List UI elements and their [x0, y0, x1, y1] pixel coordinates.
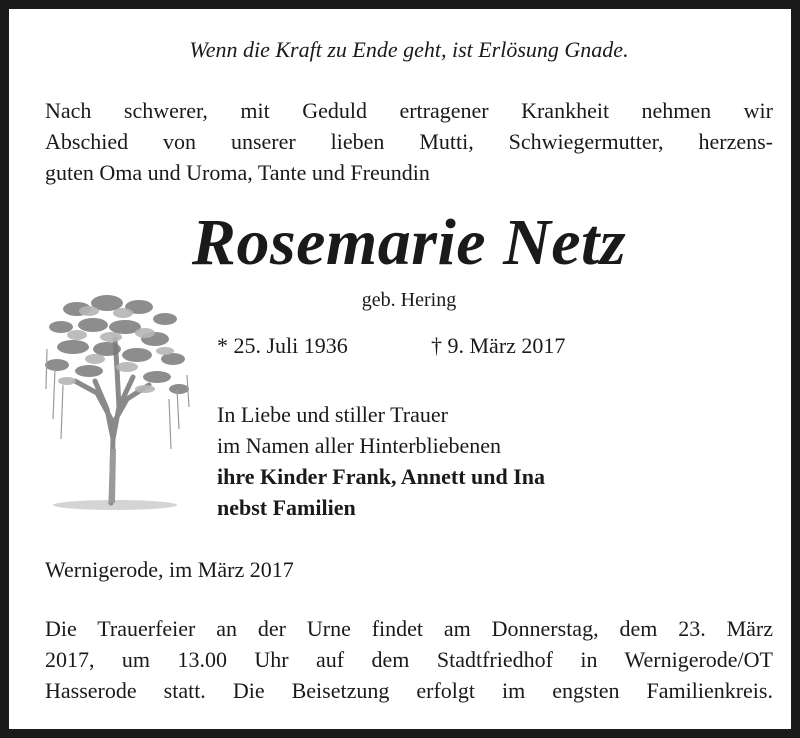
family-line: ihre Kinder Frank, Annett und Ina: [217, 464, 546, 489]
service-line: 2017, um 13.00 Uhr auf dem Stadtfriedhof in Wernigerode/OT: [45, 647, 773, 672]
maiden-name: geb. Hering: [361, 289, 457, 311]
service-line: Hasserode statt. Die Beisetzung erfolgt im engsten Familienkreis.: [45, 678, 773, 703]
birth-date: * 25. Juli 1936: [217, 333, 348, 358]
mourning-line: im Namen aller Hinterbliebenen: [217, 433, 502, 458]
mourning-line: In Liebe und stiller Trauer: [217, 402, 448, 427]
intro-line: guten Oma und Uroma, Tante und Freundin: [45, 160, 430, 185]
family-line: nebst Familien: [217, 495, 356, 520]
mourning-block: [217, 399, 545, 523]
intro-line: Abschied von unserer lieben Mutti, Schwiegermutter, herzens-: [45, 129, 773, 154]
place-date: Wernigerode, im März 2017: [45, 557, 294, 582]
service-line: Die Trauerfeier an der Urne findet am Donnerstag, dem 23. März: [45, 616, 773, 641]
death-date: † 9. März 2017: [431, 333, 566, 358]
intro-line: Nach schwerer, mit Geduld ertragener Krankheit nehmen wir: [45, 98, 773, 123]
service-info: [45, 613, 773, 706]
intro-text: [45, 95, 773, 188]
tree-illustration: [37, 289, 199, 514]
motto: Wenn die Kraft zu Ende geht, ist Erlösung Gnade.: [189, 37, 629, 62]
deceased-name: Rosemarie Netz: [191, 206, 627, 279]
